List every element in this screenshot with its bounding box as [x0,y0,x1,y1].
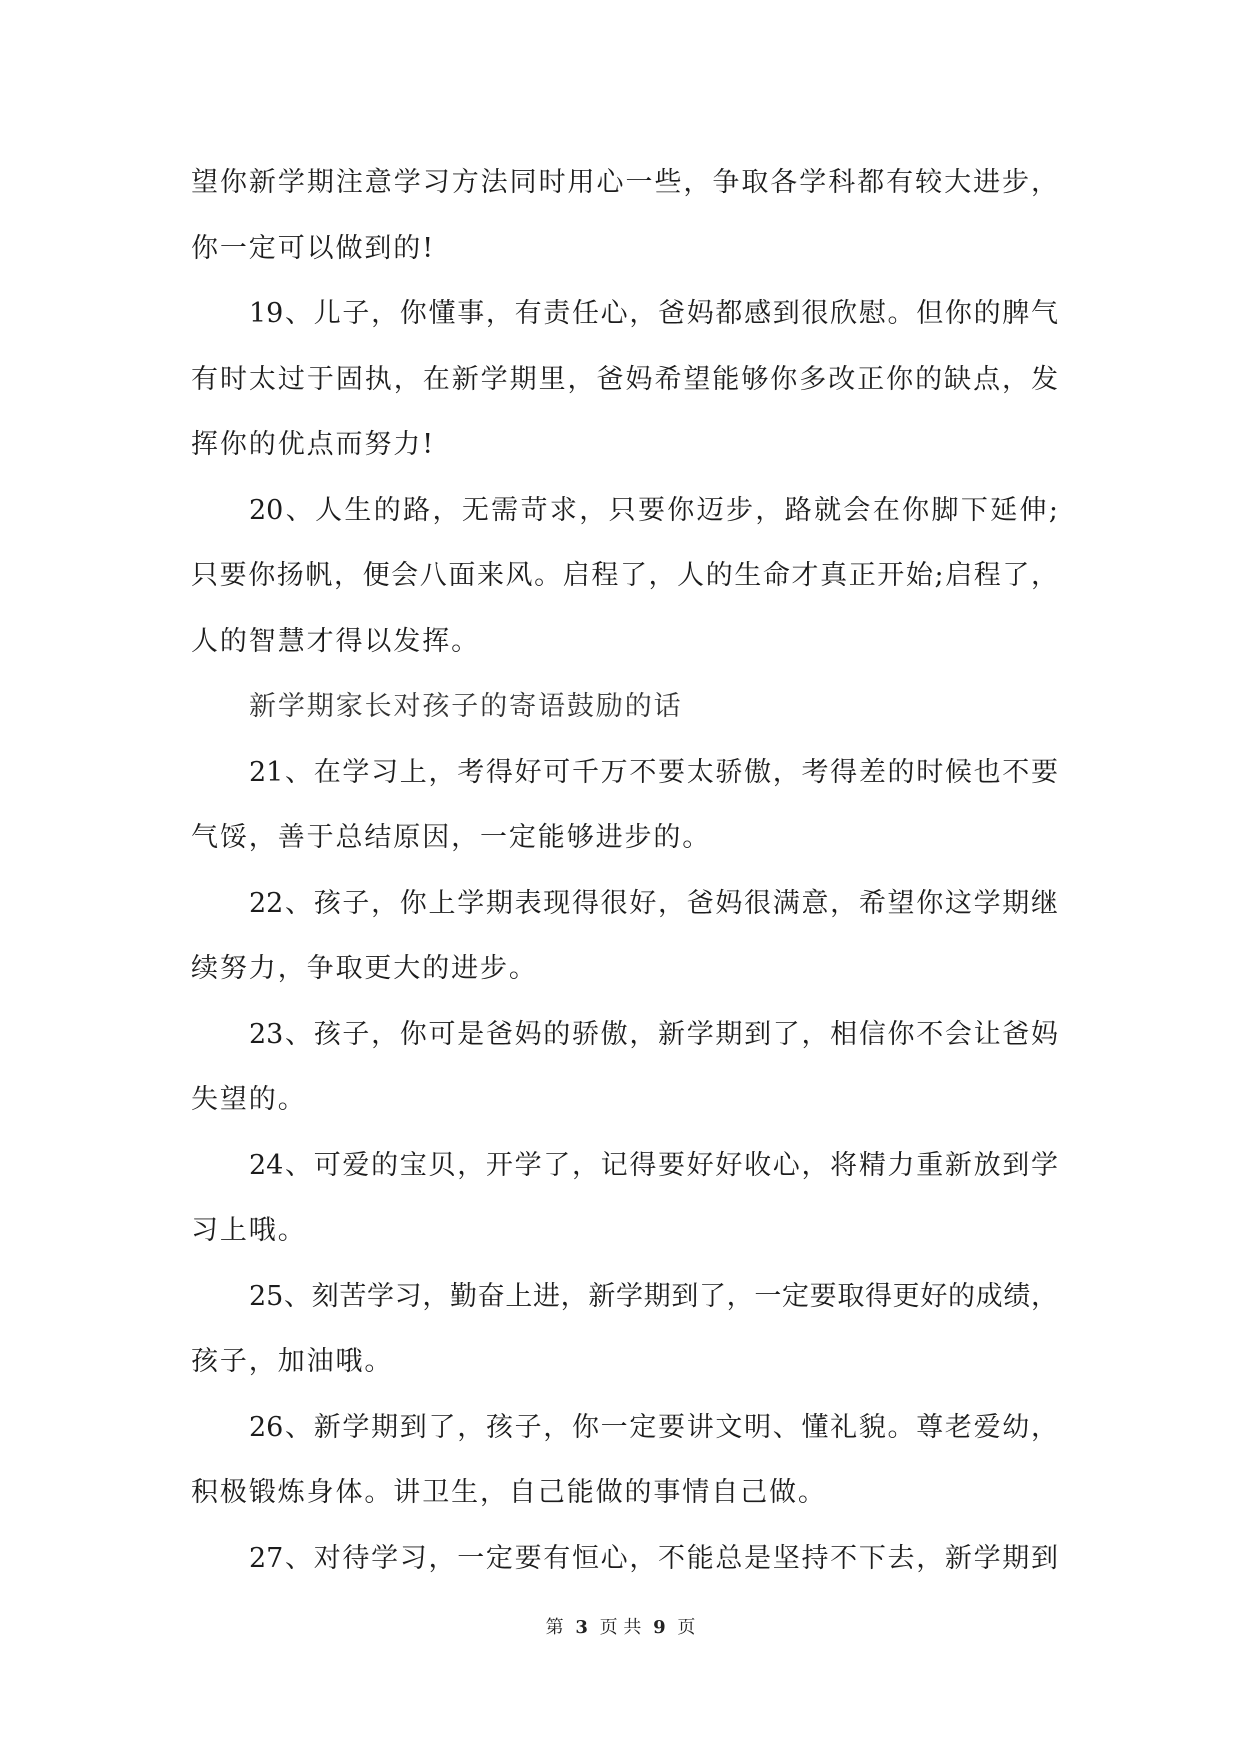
page-label-middle: 页 共 [599,1617,642,1638]
text-line: 人的智慧才得以发挥。 [191,625,480,657]
page-label-suffix: 页 [677,1617,696,1638]
page-label-prefix: 第 [545,1617,564,1638]
body-text [191,150,1058,1591]
current-page-number: 3 [575,1617,588,1638]
text-line: 23、孩子，你可是爸妈的骄傲，新学期到了，相信你不会让爸妈 [249,1018,1058,1050]
text-line: 26、新学期到了，孩子，你一定要讲文明、懂礼貌。尊老爱幼， [249,1411,1058,1443]
paragraph-item-20 [191,478,1058,675]
text-line: 积极锻炼身体。讲卫生，自己能做的事情自己做。 [191,1477,827,1508]
text-line: 孩子，加油哦。 [191,1346,394,1377]
total-pages-number: 9 [653,1617,666,1638]
text-line: 21、在学习上，考得好可千万不要太骄傲，考得差的时候也不要 [249,756,1058,788]
paragraph-item-24 [191,1133,1058,1264]
paragraph-item-21 [191,740,1058,871]
text-line: 挥你的优点而努力! [191,429,435,460]
text-line: 你一定可以做到的! [191,232,435,264]
paragraph-item-27 [191,1526,1058,1592]
text-line: 19、儿子，你懂事，有责任心，爸妈都感到很欣慰。但你的脾气 [249,298,1058,329]
text-line: 续努力，争取更大的进步。 [191,953,538,984]
page-footer [0,1615,1241,1641]
text-line: 望你新学期注意学习方法同时用心一些，争取各学科都有较大进步， [191,167,1058,198]
paragraph-item-22 [191,871,1058,1002]
paragraph-item-19 [191,281,1058,478]
paragraph-item-23 [191,1002,1058,1133]
text-line: 有时太过于固执，在新学期里，爸妈希望能够你多改正你的缺点，发 [191,363,1058,395]
text-line: 22、孩子，你上学期表现得很好，爸妈很满意，希望你这学期继 [249,887,1058,919]
paragraph-continued [191,150,1058,281]
paragraph-item-26 [191,1395,1058,1526]
text-line: 习上哦。 [191,1215,307,1246]
text-line: 失望的。 [191,1084,307,1115]
text-line: 25、刻苦学习，勤奋上进，新学期到了，一定要取得更好的成绩， [249,1280,1058,1312]
text-line: 24、可爱的宝贝，开学了，记得要好好收心，将精力重新放到学 [249,1149,1058,1181]
text-line: 气馁，善于总结原因，一定能够进步的。 [191,822,712,853]
text-line: 27、对待学习，一定要有恒心，不能总是坚持不下去，新学期到 [249,1542,1058,1574]
text-line: 20、人生的路，无需苛求，只要你迈步，路就会在你脚下延伸; [249,494,1058,526]
paragraph-item-25 [191,1264,1058,1395]
section-heading: 新学期家长对孩子的寄语鼓励的话 [249,691,683,722]
text-line: 只要你扬帆，便会八面来风。启程了，人的生命才真正开始;启程了， [191,560,1058,591]
